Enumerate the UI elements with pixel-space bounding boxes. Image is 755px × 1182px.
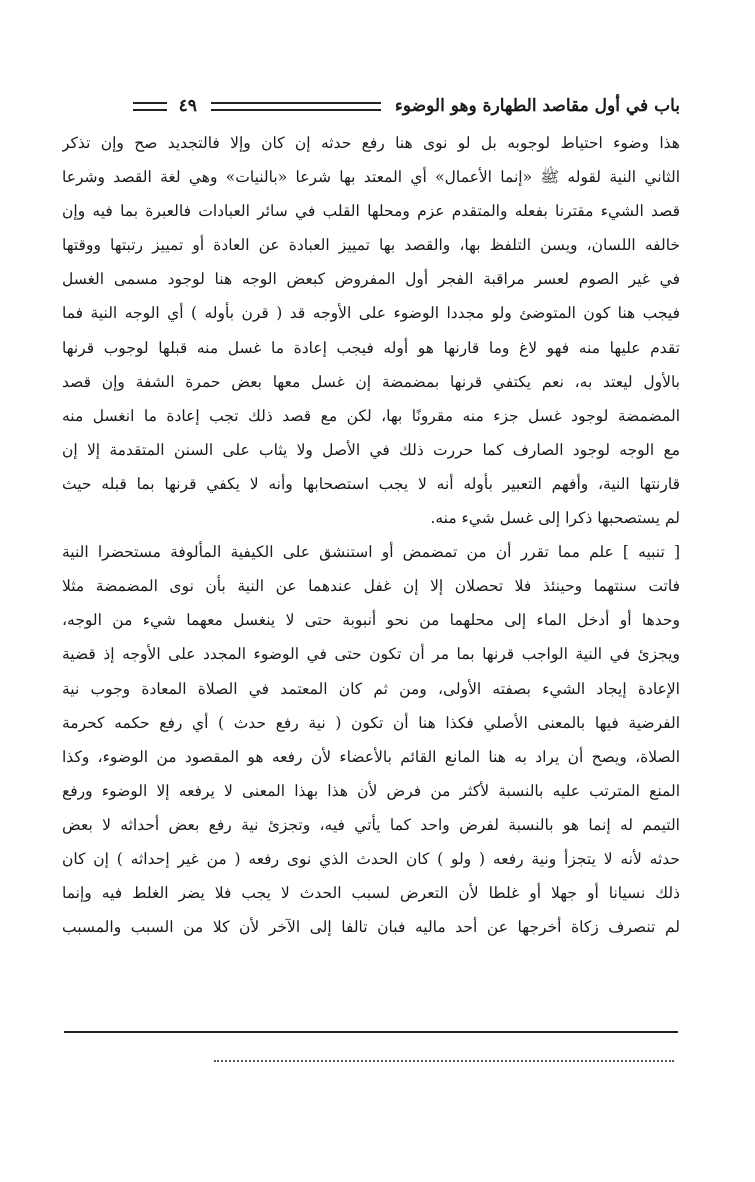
- text-line: قارنتها النية، وأفهم التعبير بأوله أنه لا يجب استصحابها وأنه لا يكفي قرنها بما قبله حيث: [62, 474, 680, 493]
- text-line: بالأول ليعتد به، نعم يكتفي قرنها بمضمضة إن غسل معها بعض حمرة الشفة وإن قصد: [62, 372, 680, 391]
- header-double-rule: [211, 102, 381, 111]
- text-line: حدثه لأنه لا يتجزأ ونية رفعه ( ولو ) كان الحدث الذي نوى رفعه ( من غير إحداثه ) إن كان: [62, 849, 680, 868]
- page-header: [62, 92, 680, 120]
- text-line: لم يستصحبها ذكرا إلى غسل شيء منه.: [430, 509, 680, 528]
- text-line: فاتت سنتهما وحينئذ فلا تحصلان إلا إن غفل عندهما عن النية بأن نوى المضمضة مثلا: [62, 577, 680, 596]
- dotted-rule: [214, 1040, 674, 1062]
- chapter-title: باب في أول مقاصد الطهارة وهو الوضوء: [394, 96, 680, 116]
- text-line: لم تنصرف زكاة أخرجها عن أحد ماليه فبان تالفا إلى الآخر لأن كلا من السبب والمسبب: [62, 918, 680, 937]
- paragraph-1: [62, 126, 680, 535]
- text-line: فيجب هنا كون المتوضئ ولو مجددا الوضوء على الأوجه قد ( قرن بأوله ) أي الوجه النية فما: [62, 304, 680, 323]
- header-double-rule-short: [133, 102, 167, 111]
- text-line: التيمم له إنما هو بالنسبة لفرض واحد كما يأتي فيه، وتجزئ نية رفع بعض أحداثه لا بعض: [62, 815, 680, 834]
- paragraph-2: [62, 535, 680, 944]
- text-line: مع الوجه لوجود الصارف كما حررت ذلك في الأصل ولا يثاب على السنن المتقدمة إلا إن: [62, 440, 680, 459]
- text-line: الفرضية فيها بالمعنى الأصلي فكذا هنا أن تكون ( نية رفع حدث ) أي رفع حكمه كحرمة: [62, 713, 680, 732]
- page-number: ٤٩: [178, 96, 197, 116]
- text-line: تقدم عليها منه فهو لاغ وما قارنها هو أوله فيجب إعادة ما غسل منه قبلها لوجوب قرنها: [62, 338, 680, 357]
- text-line: المنع المترتب عليه بالنسبة لأكثر من فرض لأن هذا بهذا المعنى لا يرفعه إلا الوضوء ورفع: [62, 781, 680, 800]
- text-line: هذا وضوء احتياط لوجوبه بل لو نوى هنا رفع حدثه إن كان وإلا فالتجديد صح وإن تذكر: [62, 134, 680, 152]
- text-line: المضمضة لوجود غسل جزء منه مقرونًا بها، لكن مع قصد ذلك تجب إعادة ما انغسل منه: [62, 406, 680, 425]
- text-line: قصد الشيء مقترنا بفعله والمتقدم عزم ومحلها القلب في سائر العبادات فالعبرة بما فيه وإن: [62, 202, 680, 221]
- body-text: [62, 126, 680, 944]
- text-line: في غير الصوم لعسر مراقبة الفجر أول المفروض كبعض الوجه هنا لوجود مسمى الغسل: [62, 270, 680, 289]
- text-line: خالفه اللسان، ويسن التلفظ بها، والقصد بها تمييز العبادة عن العادة أو تمييز رتبتها ووقتها: [62, 236, 680, 255]
- text-line: ذلك نسيانا أو جهلا أو غلطا لأن التعرض لسبب الحدث لا يجب فلا يضر الغلط فيه وإنما: [62, 884, 680, 903]
- text-line: وحدها أو أدخل الماء إلى محلهما من نحو أنبوبة حتى لا ينغسل معهما شيء من الوجه،: [62, 611, 680, 630]
- text-line: الإعادة إيجاد الشيء بصفته الأولى، ومن ثم كان المعتمد في الصلاة المعادة وجوب نية: [62, 679, 680, 698]
- text-line: الثاني النية لقوله ﷺ «إنما الأعمال» أي المعتد بها شرعا «بالنيات» وهي لغة القصد وشرعا: [62, 168, 680, 187]
- footnote-separator: [64, 1031, 678, 1033]
- text-line: [ تنبيه ] علم مما تقرر أن من تمضمض أو استنشق على الكيفية المألوفة مستحضرا النية: [62, 543, 680, 562]
- text-line: ويجزئ في النية الواجب قرنها بما مر أن تكون حتى في الوضوء المجدد على الأوجه إذ قضية: [62, 645, 680, 664]
- text-line: الصلاة، ويصح أن يراد به هنا المانع القائم بالأعضاء لأن رفعه هو المقصود من الوضوء، وكذا: [62, 747, 680, 766]
